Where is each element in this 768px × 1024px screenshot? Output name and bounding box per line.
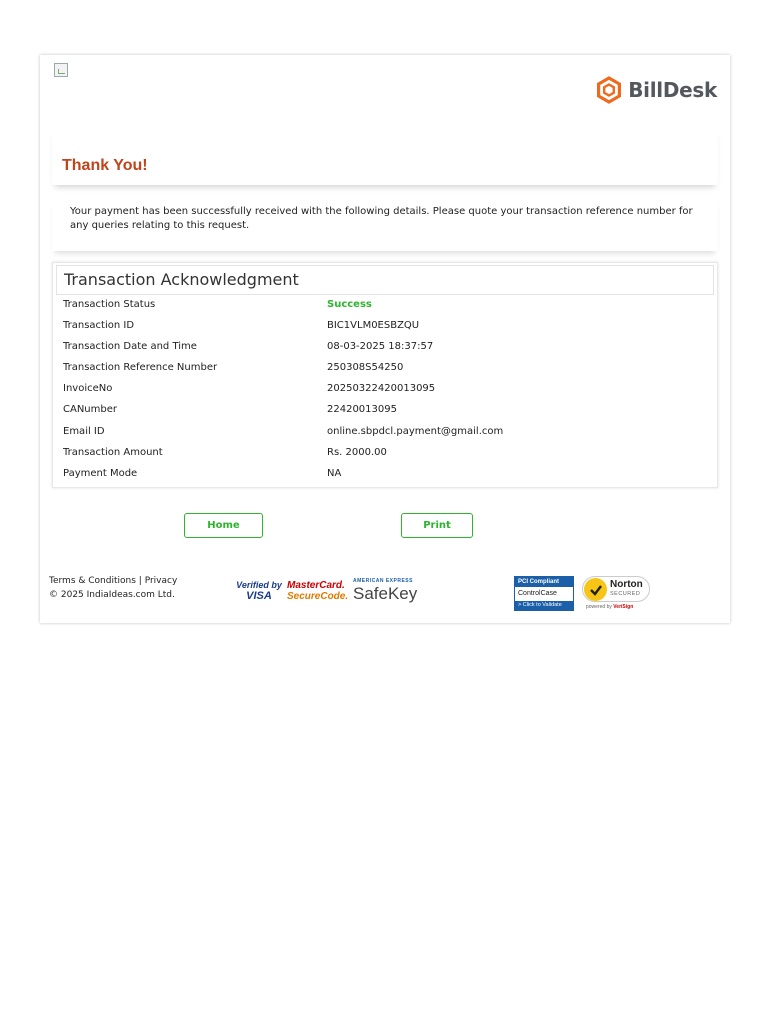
amex-safekey-badge	[353, 578, 425, 606]
footer-links	[49, 574, 177, 602]
payment-receipt-card	[40, 55, 730, 623]
copyright-text: © 2025 IndiaIdeas.com Ltd.	[49, 590, 175, 600]
row-label: Payment Mode	[63, 467, 138, 479]
visa-text: VISA	[246, 590, 272, 602]
brand-name: BillDesk	[628, 78, 717, 102]
norton-seal	[582, 576, 650, 602]
footer-separator: |	[138, 576, 142, 586]
status-value: Success	[327, 299, 372, 310]
safekey-text: SafeKey	[353, 584, 418, 603]
mastercard-securecode-badge	[287, 580, 347, 604]
row-value: BIC1VLM0ESBZQU	[327, 320, 420, 332]
norton-secured-badge[interactable]	[582, 576, 652, 612]
billdesk-hexagon-icon	[595, 76, 623, 104]
table-row	[63, 402, 713, 423]
checkmark-icon	[584, 578, 607, 601]
row-label: Email ID	[63, 425, 105, 437]
terms-link[interactable]: Terms & Conditions	[49, 576, 136, 586]
table-row	[63, 297, 713, 318]
row-value: 22420013095	[327, 404, 397, 416]
pci-compliant-text: PCI Compliant	[515, 577, 573, 587]
row-label: Transaction Status	[63, 299, 156, 310]
print-button[interactable]: Print	[401, 513, 473, 538]
row-label: Transaction Date and Time	[63, 341, 197, 353]
acknowledgment-header	[56, 265, 714, 295]
securecode-text: SecureCode.	[287, 591, 349, 602]
confirmation-message: Your payment has been successfully received with the following details. Please quote your transaction reference number for any queries relating to this request.	[70, 206, 693, 231]
row-value: 20250322420013095	[327, 383, 436, 395]
click-to-validate-text: > Click to Validate	[515, 601, 573, 610]
row-label: Transaction Amount	[63, 446, 163, 458]
billdesk-logo	[595, 75, 717, 105]
row-value: Rs. 2000.00	[327, 446, 387, 458]
table-row	[63, 318, 713, 339]
table-row	[63, 339, 713, 360]
verified-by-text: Verified by	[236, 580, 282, 590]
header	[40, 55, 730, 127]
transaction-details-table	[63, 297, 713, 487]
row-value: online.sbpdcl.payment@gmail.com	[327, 425, 504, 437]
row-label: Transaction Reference Number	[63, 362, 218, 374]
norton-text: Norton	[610, 579, 643, 590]
verisign-text: VeriSign	[613, 604, 634, 610]
amex-text: AMERICAN EXPRESS	[353, 578, 413, 584]
transaction-acknowledgment-panel	[52, 262, 718, 488]
secured-text: SECURED	[610, 591, 641, 597]
table-row	[63, 424, 713, 445]
thank-you-section	[52, 127, 718, 185]
table-row	[63, 360, 713, 381]
table-row	[63, 381, 713, 402]
table-row	[63, 445, 713, 466]
page-title: Thank You!	[62, 157, 148, 174]
verified-by-visa-badge	[234, 580, 284, 604]
row-value: 08-03-2025 18:37:57	[327, 341, 434, 353]
footer	[40, 552, 730, 623]
acknowledgment-title: Transaction Acknowledgment	[64, 270, 299, 289]
pci-compliant-badge[interactable]	[514, 576, 574, 611]
row-value: 250308S54250	[327, 362, 404, 374]
row-label: Transaction ID	[63, 320, 135, 332]
controlcase-text: ControlCase	[518, 590, 557, 597]
broken-image-icon	[54, 63, 68, 77]
row-label: CANumber	[63, 404, 117, 416]
table-row	[63, 466, 713, 487]
mastercard-text: MasterCard.	[287, 580, 345, 591]
home-button[interactable]: Home	[184, 513, 263, 538]
privacy-link[interactable]: Privacy	[144, 576, 178, 586]
powered-by-verisign	[586, 604, 633, 610]
row-value: NA	[327, 467, 342, 479]
confirmation-message-section	[52, 197, 718, 251]
row-label: InvoiceNo	[63, 383, 113, 395]
powered-by-text: powered by	[586, 604, 612, 610]
